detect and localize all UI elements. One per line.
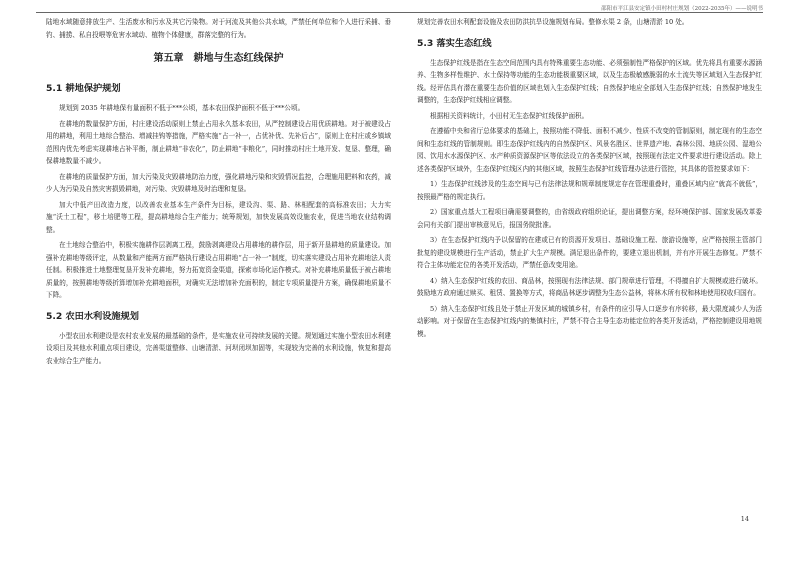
- paragraph: 在耕地的数量保护方面，村庄建设活动原则上禁止占用永久基本农田，从严控制建设占用优质耕地。对于被建设占用的耕地，利用土地综合整治、增减挂钩等措施，严格实施“占一补一，占优补优、先补后占”，原则上在村庄或乡镇域范围内优先考虑实现耕地占补平衡，制止耕地“非农化”，防止耕地“非粮化”，同时推动村庄土地开发、复垦、整理，确保耕地数量不减少。: [46, 119, 391, 165]
- right-column: [417, 16, 762, 343]
- continued-paragraph: 陆地水域随意排放生产、生活废水和污水及其它污染物。对于河流及其他公共水域，严禁任何单位和个人进行采捕、垂钓、捕捞、私自投喂等危害水域动、植物个体健康，群落完整的行为。: [46, 18, 391, 39]
- running-title: 邵阳市平江县安定镇小田村村庄规划（2022-2035年）——说明书: [601, 6, 763, 12]
- section-heading-5-3: 5.3 落实生态红线: [417, 37, 492, 49]
- list-item: 1）生态保护红线涉及的生态空间与已有法律法规和规章制度规定存在管理重叠时，重叠区域内应“就高不就低”，按照最严格的规定执行。: [417, 180, 762, 201]
- section-heading-5-2: 5.2 农田水利设施规划: [46, 310, 139, 322]
- paragraph: 在土地综合整治中，积极实施耕作层剥离工程，鼓励剥离建设占用耕地的耕作层，用于新开垦耕地的质量建设。加强补充耕地等级评定，从数量和产能两方面严格执行建设占用耕地“占一补一”制度，切实落实建设占用补充耕地法人责任制。积极推进土地整理复垦开发补充耕地，努力拓宽资金渠道，探索市场化运作模式。对补充耕地质量低于被占耕地质量的，按照耕地等级折算增加补充耕地面积，对确实无法增加补充面积的，制定专项质量提升方案，确保耕地质量不下降。: [46, 241, 391, 299]
- list-item: 4）纳入生态保护红线的农田、商品林，按照现有法律法规、部门规章进行管理，不得擅自扩大规模或进行破坏。鼓励地方政府通过赎买、租赁、置换等方式，将商品林逐步调整为生态公益林，将林木所有权和林地使用权收归国有。: [417, 276, 762, 297]
- list-item: 5）纳入生态保护红线且处于禁止开发区域的城镇乡村，有条件的应引导人口逐步有序转移，最大限度减少人为活动影响。对于保留在生态保护红线内的集镇村庄，严禁不符合主导生态功能定位的各类开发活动，严格控制建设用地规模。: [417, 304, 762, 338]
- paragraph: 小型农田水利建设是农村农业发展的最基础的条件，是实施农业可持续发展的关键。规划通过实施小型农田水利建设项目及其他水利重点项目建设，完善渠道整修、山塘清淤、河坝闭坝加固等，实现较为完善的水利设施，恢复和提高农业综合生产能力。: [46, 331, 391, 365]
- left-column: [46, 16, 391, 370]
- paragraph: 根据相关资料统计，小田村无生态保护红线保护面积。: [430, 111, 589, 120]
- page-number: 14: [740, 515, 749, 523]
- section-heading-5-1: 5.1 耕地保护规划: [46, 83, 121, 94]
- paragraph: 加大中低产田改造力度，以改善农业基本生产条件为目标，建设沟、渠、路、林相配套的高标准农田；大力实施“沃土工程”，移土培肥等工程，提高耕地综合生产能力；统筹规划，加快发展高效设施农业，促进当地农业结构调整。: [46, 200, 391, 234]
- list-item: 2）国家重点基大工程项目确需要调整的，由省级政府组织论证，提出调整方案，经环境保护部、国家发展改革委会同有关部门提出审核意见后，报国务院批准。: [417, 208, 762, 229]
- paragraph: 在耕地的质量保护方面，加大污染及灾毁耕地防治力度，强化耕地污染和灾毁情况监控，合理施用肥料和农药，减少人为污染及自然灾害损毁耕地，对污染、灾毁耕地及时治理和复垦。: [46, 172, 391, 193]
- list-item: 3）在生态保护红线内予以保留的在建或已有的资源开发项目、基础设施工程、旅游设施等，应严格按照主管部门批复的建设规模进行生产活动，禁止扩大生产规模。满足退出条件的，要建立退出机制，并有序开展生态修复。严禁不符合主体功能定位的各类开发活动，严禁任意改变用途。: [417, 236, 762, 269]
- continued-paragraph: 规划完善农田水利配套设施及农田防洪抗旱设施规划布局。整修水渠 2 条，山塘清淤 10 处。: [417, 18, 689, 26]
- paragraph: 规划到 2035 年耕地保有量面积不低于***公顷，基本农田保护面积不低于***公顷。: [59, 104, 305, 112]
- paragraph: 在遵循中央和省厅总体要求的基础上，按照功能不降低、面积不减少、性质不改变的管制原则，制定现有的生态空间和生态红线的管制规则。即生态保护红线内的自然保护区、风景名胜区、世界遗产地、森林公园、地质公园、湿地公园、饮用水水源保护区、水产种质资源保护区等依法设立的各类保护区域，按照现有法定文件要求进行建设活动。除上述各类保护区域外，生态保护红线区内的其他区域，按照生态保护红线管理办法进行管控，其具体的管控要求如下：: [417, 127, 762, 173]
- header-divider: [36, 12, 763, 13]
- paragraph: 生态保护红线是指在生态空间范围内具有特殊重要生态功能、必须强制性严格保护的区域。优先将具有重要水源涵养、生物多样性维护、水土保持等功能的生态功能极重要区域，以及生态极敏感脆弱的水土流失等区域划入生态保护红线。经评估具有潜在重要生态价值的区域也划入生态保护红线；自然保护地应全部划入生态保护红线；自然保护地发生调整的，生态保护红线相应调整。: [417, 58, 762, 104]
- chapter-title: 第五章 耕地与生态红线保护: [153, 53, 284, 64]
